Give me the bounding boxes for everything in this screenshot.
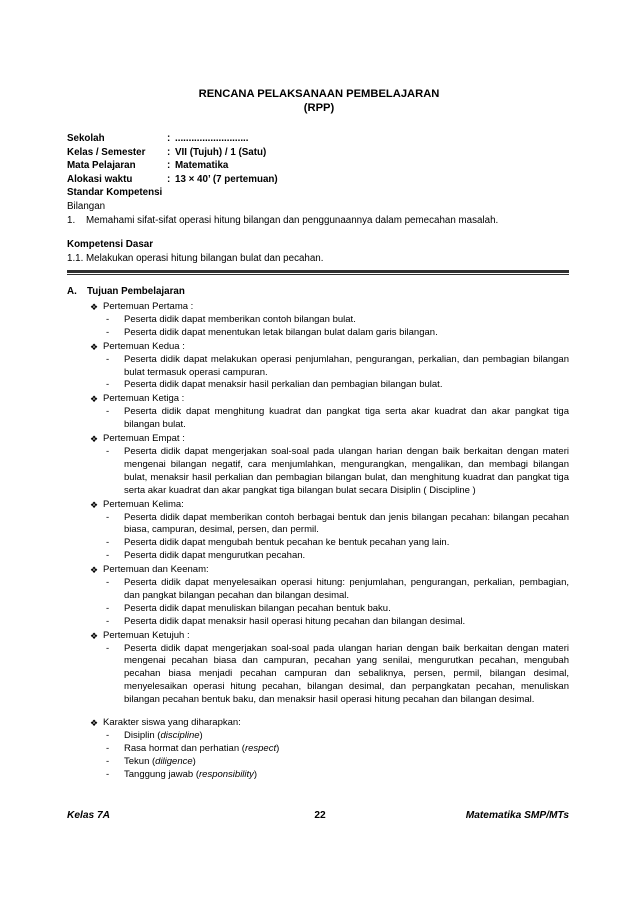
kompetensi-dasar xyxy=(67,238,323,266)
meeting-block xyxy=(89,433,569,498)
meeting-list xyxy=(67,301,569,707)
page-number: 22 xyxy=(314,810,326,821)
identity-value: VII (Tujuh) / 1 (Satu) xyxy=(175,146,267,158)
identity-row: Mata Pelajaran : Matematika xyxy=(67,160,229,172)
diamond-bullet-icon: ❖ xyxy=(90,499,99,510)
objective-item: - Peserta didik dapat menentukan letak bilangan bulat dalam garis bilangan. xyxy=(106,327,569,340)
diamond-bullet-icon: ❖ xyxy=(90,394,99,405)
karakter-item: - Tanggung jawab (responsibility) xyxy=(106,769,569,782)
meeting-title: ❖ Pertemuan Kedua : xyxy=(90,340,185,352)
karakter-item: - Disiplin (discipline) xyxy=(106,730,569,743)
sk-subject: Bilangan xyxy=(67,201,106,212)
karakter-item: - Tekun (diligence) xyxy=(106,756,569,769)
karakter-block xyxy=(89,717,569,782)
objective-item: - Peserta didik dapat melakukan operasi penjumlahan, pengurangan, perkalian, dan pembagian bilangan bulat termasuk operasi campuran. xyxy=(106,354,569,380)
diamond-bullet-icon: ❖ xyxy=(90,302,99,312)
meeting-block xyxy=(89,630,569,707)
sk-item: 1. Memahami sifat-sifat operasi hitung bilangan dan penggunaannya dalam pemecahan masalah. xyxy=(67,215,499,226)
karakter-item: - Rasa hormat dan perhatian (respect) xyxy=(106,743,569,756)
diamond-bullet-icon: ❖ xyxy=(90,718,99,729)
meeting-block xyxy=(89,341,569,393)
meeting-title: ❖ Pertemuan dan Keenam: xyxy=(90,564,209,576)
footer-left: Kelas 7A xyxy=(67,810,111,821)
document-title: RENCANA PELAKSANAAN PEMBELAJARAN xyxy=(198,88,440,100)
diamond-bullet-icon: ❖ xyxy=(90,434,99,445)
objective-item: - Peserta didik dapat menyelesaikan operasi hitung: penjumlahan, pengurangan, perkalian, pembagian, dan pangkat bilangan pecahan dan bilangan desimal. xyxy=(106,577,569,603)
objective-item: - Peserta didik dapat menuliskan bilangan pecahan bentuk baku. xyxy=(106,603,569,616)
divider-thick xyxy=(67,270,569,273)
meeting-block xyxy=(89,393,569,432)
objective-item: - Peserta didik dapat mengubah bentuk pecahan ke bentuk pecahan yang lain. xyxy=(106,537,569,550)
meeting-title: ❖ Pertemuan Pertama : xyxy=(90,301,194,312)
meeting-block xyxy=(89,301,569,340)
meeting-title: ❖ Pertemuan Empat : xyxy=(90,433,185,445)
kd-item: 1.1. Melakukan operasi hitung bilangan bulat dan pecahan. xyxy=(67,253,324,264)
footer-right: Matematika SMP/MTs xyxy=(465,810,569,821)
identity-value: Matematika xyxy=(175,160,229,172)
section-heading: Kompetensi Dasar xyxy=(67,239,154,250)
diamond-bullet-icon: ❖ xyxy=(90,341,99,352)
standar-kompetensi xyxy=(67,186,498,228)
objective-item: - Peserta didik dapat menaksir hasil perkalian dan pembagian bilangan bulat. xyxy=(106,379,569,392)
identity-block xyxy=(67,132,278,187)
objective-item: - Peserta didik dapat menghitung kuadrat dan pangkat tiga serta akar kuadrat dan akar pangkat tiga bilangan bulat. xyxy=(106,406,569,432)
diamond-bullet-icon: ❖ xyxy=(90,565,99,576)
objective-item: - Peserta didik dapat memberikan contoh berbagai bentuk dan jenis bilangan pecahan: bilangan pecahan biasa, campuran, desimal, persen, dan permil. xyxy=(106,512,569,538)
objective-item: - Peserta didik dapat mengerjakan soal-soal pada ulangan harian dengan baik berkaitan dengan materi mengenai bilangan negatif, cara menjumlahkan, mengurangkan, mengalikan, dan membagi bilangan bulat, menaksir hasil perkalian dan pembagian bilangan bulat, dan menghitung kuadrat dan pangkat tiga serta akar kuadrat dan akar pangkat tiga bilangan bulat secara Disiplin ( Discipline ) xyxy=(106,446,569,498)
identity-value: ........................... xyxy=(175,133,249,144)
tujuan-section xyxy=(67,286,569,782)
divider-thin xyxy=(67,274,569,275)
section-heading: Standar Kompetensi xyxy=(67,187,163,198)
objective-item: - Peserta didik dapat mengurutkan pecahan. xyxy=(106,550,569,563)
identity-row: Sekolah : ........................... xyxy=(67,133,249,144)
meeting-block xyxy=(89,564,569,629)
identity-row: Alokasi waktu : 13 × 40’ (7 pertemuan) xyxy=(67,174,278,186)
karakter-heading: ❖ Karakter siswa yang diharapkan: xyxy=(90,717,241,729)
objective-item: - Peserta didik dapat mengerjakan soal-soal pada ulangan harian dengan baik berkaitan dengan materi mengenai pecahan biasa dan campuran, pecahan yang senilai, mengurutkan pecahan, mengubah pecahan biasa menjadi pecahan campuran dan sebaliknya, persen, permil, bilangan desimal, menyelesaikan operasi hitung pecahan, bilangan desimal, dan perpangkatan pecahan, menuliskan bilangan pecahan bentuk baku, dan menaksir hasil operasi hitung pecahan dan bilangan desimal. xyxy=(106,643,569,708)
meeting-title: ❖ Pertemuan Ketujuh : xyxy=(90,629,190,641)
identity-value: 13 × 40’ (7 pertemuan) xyxy=(175,174,278,186)
objective-item: - Peserta didik dapat menaksir hasil operasi hitung pecahan dan bilangan desimal. xyxy=(106,616,569,629)
identity-row: Kelas / Semester : VII (Tujuh) / 1 (Satu) xyxy=(67,146,267,158)
section-a-heading: A. Tujuan Pembelajaran xyxy=(67,286,185,297)
objective-item: - Peserta didik dapat memberikan contoh bilangan bulat. xyxy=(106,314,569,327)
meeting-title: ❖ Pertemuan Kelima: xyxy=(90,498,184,510)
meeting-title: ❖ Pertemuan Ketiga : xyxy=(90,393,185,405)
diamond-bullet-icon: ❖ xyxy=(90,630,99,641)
document-subtitle: (RPP) xyxy=(303,102,335,114)
meeting-block xyxy=(89,499,569,564)
